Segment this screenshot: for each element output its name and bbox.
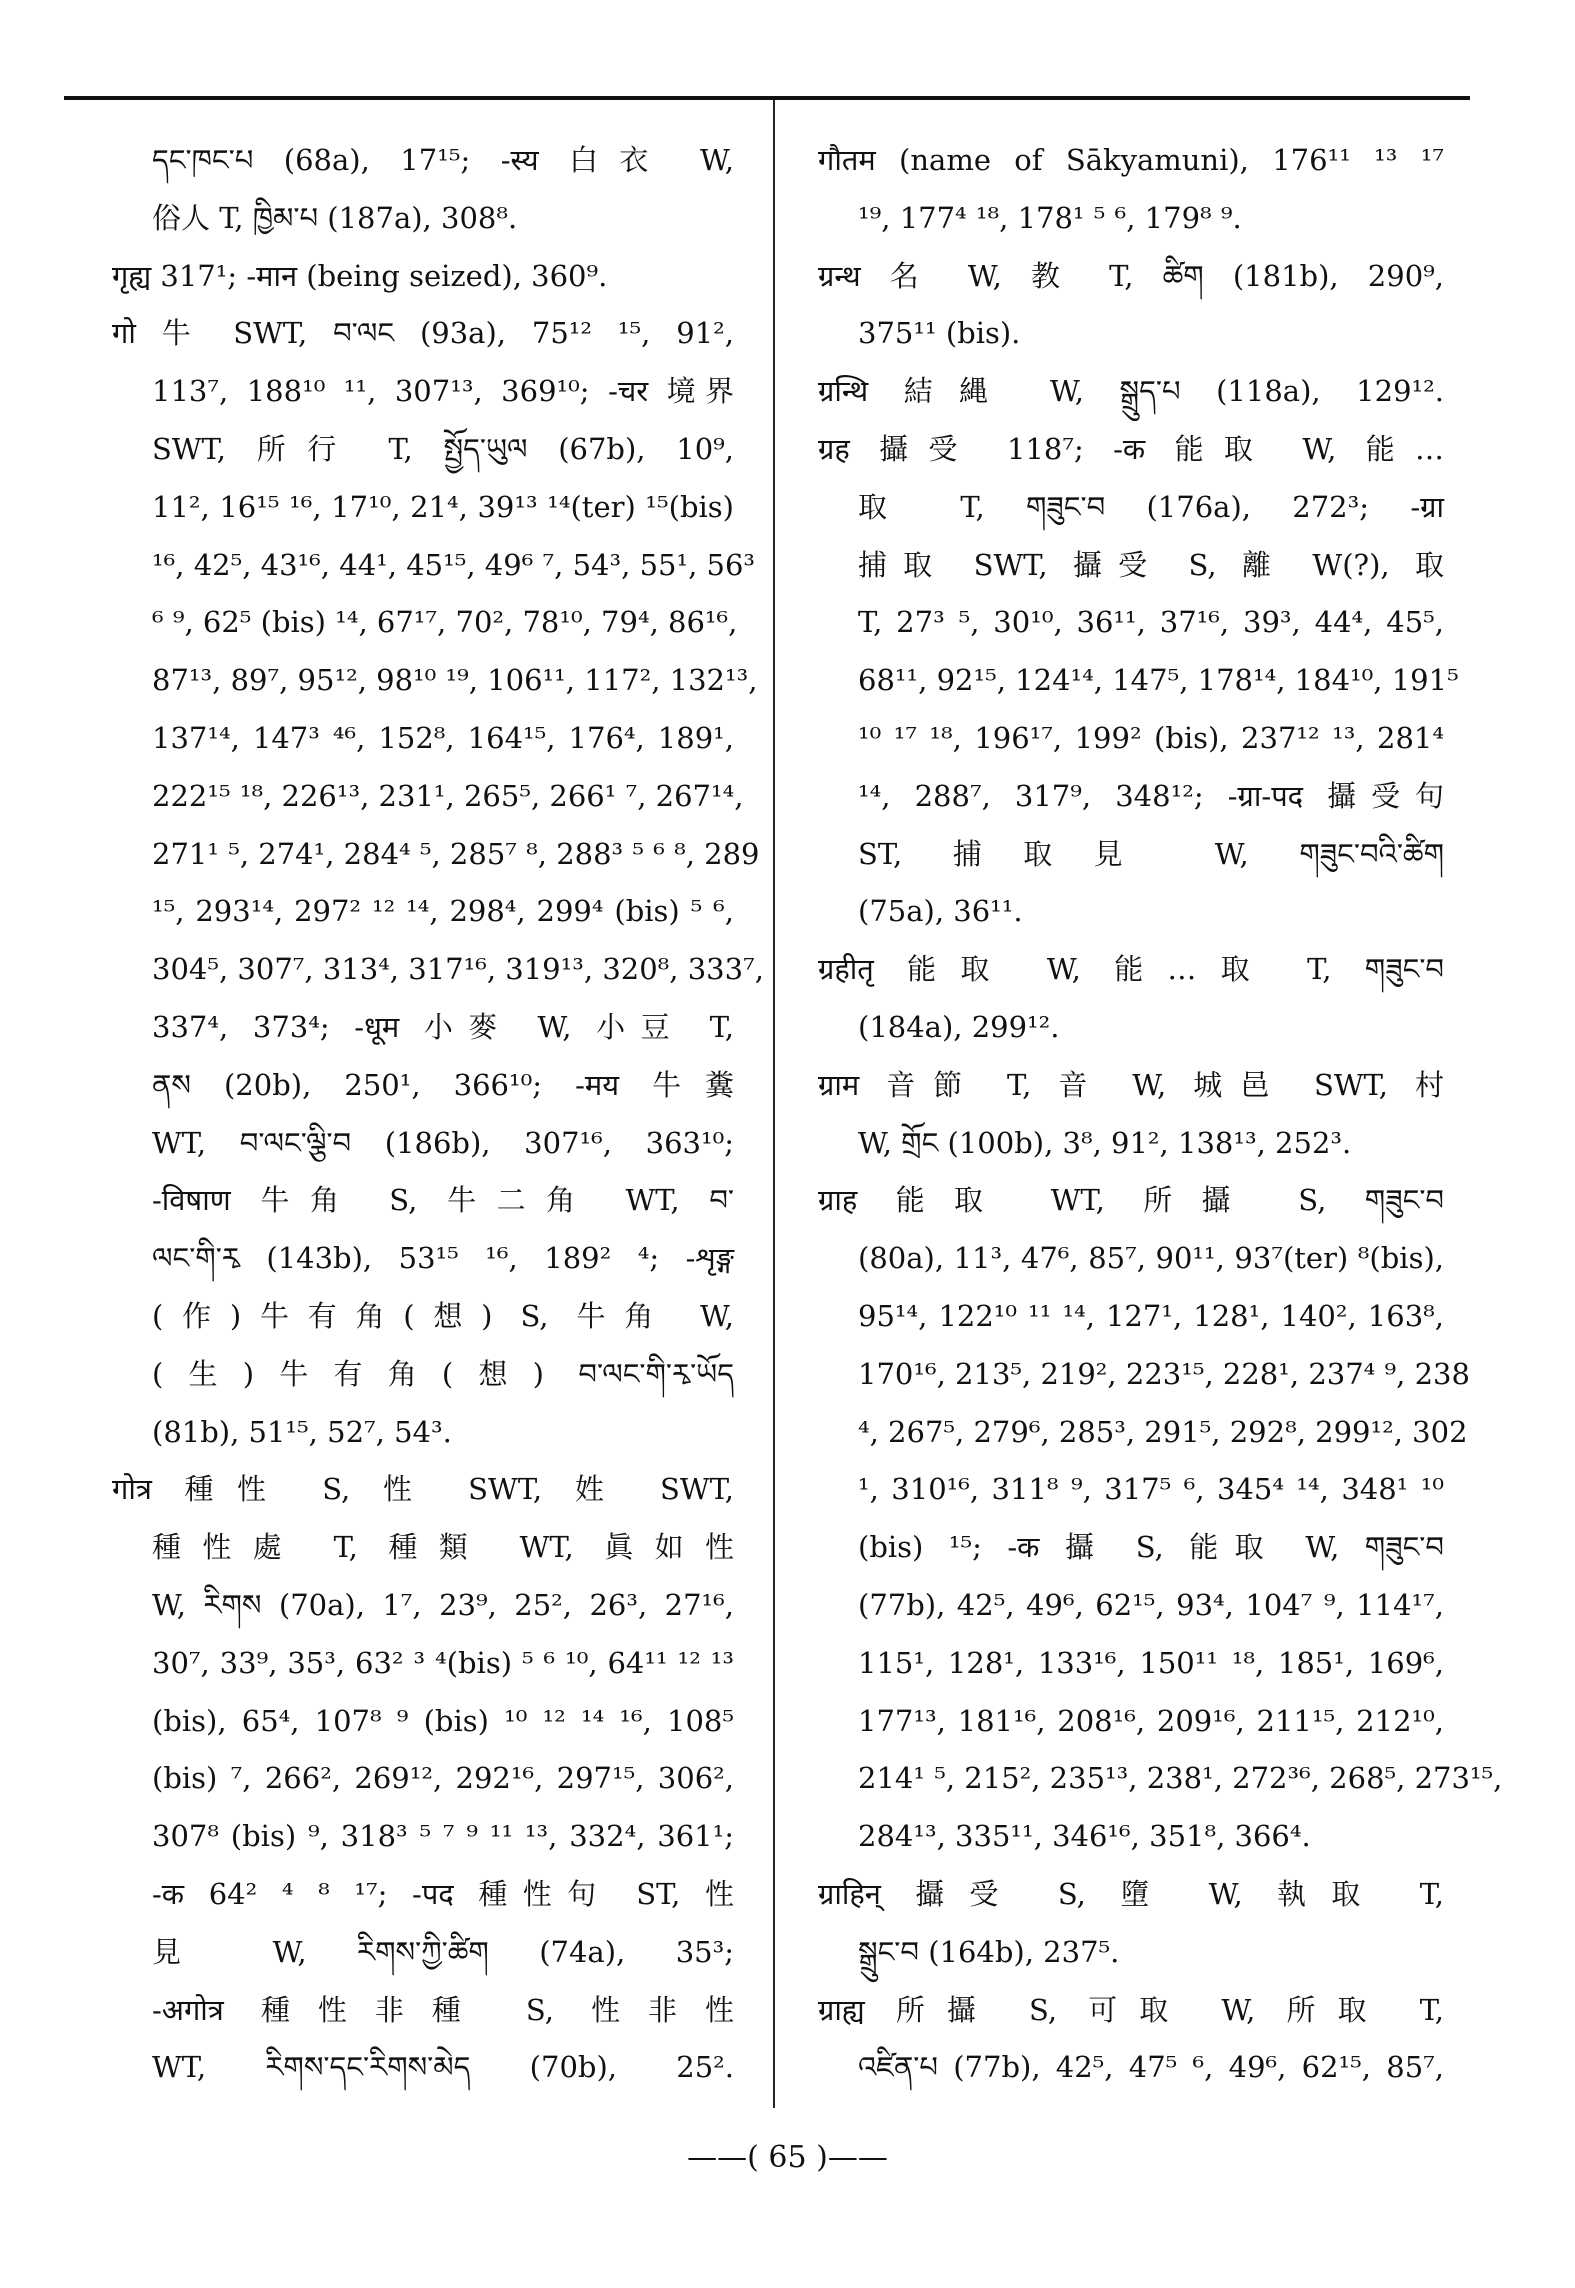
entry-line: 222¹⁵ ¹⁸, 226¹³, 231¹, 265⁵, 266¹ ⁷, 267¹⁴, xyxy=(152,778,744,813)
entry-line: (80a), 11³, 47⁶, 85⁷, 90¹¹, 93⁷(ter) ⁸(bis), xyxy=(858,1241,1444,1276)
entry-headword-line: गौतम (name of Sākyamuni), 176¹¹ ¹³ ¹⁷ xyxy=(818,143,1444,177)
entry-line: 170¹⁶, 213⁵, 219², 223¹⁵, 228¹, 237⁴ ⁹, 238 xyxy=(858,1356,1470,1391)
entry-line: WT, རིགས་དང་རིགས་མེད (70b), 25². xyxy=(152,2050,734,2085)
page-number: ——( 65 )—— xyxy=(687,2140,888,2175)
entry-line: 種性處 T, 種類 WT, 眞如性 xyxy=(152,1530,734,1565)
entry-line: WT, བ་ལང་ལྕི་བ (186b), 307¹⁶, 363¹⁰; xyxy=(152,1125,734,1160)
entry-line: དང་ཁང་པ (68a), 17¹⁵; -स्य 白衣 W, xyxy=(152,143,734,177)
entry-headword-line: ग्राम 音節 T, 音 W, 城邑 SWT, 村 xyxy=(818,1067,1444,1102)
entry-line: ST, 捕取見 W, གཟུང་བའི་ཚིག xyxy=(858,836,1444,871)
entry-line: ནས (20b), 250¹, 366¹⁰; -मय 牛糞 xyxy=(152,1067,734,1102)
entry-line: (75a), 36¹¹. xyxy=(858,894,1023,929)
entry-headword-line: ग्राह 能取 WT, 所攝 S, གཟུང་བ xyxy=(818,1183,1444,1218)
entry-headword-line: ग्रहीतृ 能取 W, 能…取 T, གཟུང་བ xyxy=(818,952,1444,987)
entry-headword-line: ग्रह 攝受 118⁷; -क 能取 W, 能… xyxy=(818,431,1444,466)
entry-headword-line: ग्रन्थ 名 W, 教 T, ཚིག (181b), 290⁹, xyxy=(818,258,1444,293)
entry-line: 375¹¹ (bis). xyxy=(858,316,1021,351)
entry-line: -विषाण 牛角 S, 牛二角 WT, བ་ xyxy=(152,1183,734,1218)
entry-line: (bis) ¹⁵; -क 攝 S, 能取 W, གཟུང་བ xyxy=(858,1530,1444,1565)
entry-line: སྒྲུང་བ (164b), 237⁵. xyxy=(858,1934,1120,1969)
right-column xyxy=(818,132,1503,2097)
entry-line: ¹⁵, 293¹⁴, 297² ¹² ¹⁴, 298⁴, 299⁴ (bis) ⁵ ⁶, xyxy=(152,894,734,929)
entry-line: ⁴, 267⁵, 279⁶, 285³, 291⁵, 292⁸, 299¹², 302 xyxy=(858,1414,1468,1449)
entry-line: ལང་གི་རྭ (143b), 53¹⁵ ¹⁶, 189² ⁴; -शृङ्ग xyxy=(152,1241,734,1276)
left-column xyxy=(112,132,764,2097)
entry-line: 87¹³, 89⁷, 95¹², 98¹⁰ ¹⁹, 106¹¹, 117², 132¹³, xyxy=(152,663,758,698)
entry-line: 115¹, 128¹, 133¹⁶, 150¹¹ ¹⁸, 185¹, 169⁶, xyxy=(858,1645,1444,1680)
entry-line: (77b), 42⁵, 49⁶, 62¹⁵, 93⁴, 104⁷ ⁹, 114¹⁷, xyxy=(858,1587,1444,1622)
entry-line: (bis), 65⁴, 107⁸ ⁹ (bis) ¹⁰ ¹² ¹⁴ ¹⁶, 108⁵ xyxy=(152,1703,734,1738)
entry-headword-line: गो 牛 SWT, བ་ལང (93a), 75¹² ¹⁵, 91², xyxy=(112,316,734,351)
entry-line: 捕取 SWT, 攝受 S, 離 W(?), 取 xyxy=(858,547,1444,582)
entry-line: 214¹ ⁵, 215², 235¹³, 238¹, 272³⁶, 268⁵, 273¹⁵, xyxy=(858,1761,1503,1796)
entry-line: -अगोत्र 種性非種 S, 性非性 xyxy=(152,1992,734,2027)
entry-line: 337⁴, 373⁴; -धूम 小麥 W, 小豆 T, xyxy=(152,1009,734,1044)
entry-line: ⁶ ⁹, 62⁵ (bis) ¹⁴, 67¹⁷, 70², 78¹⁰, 79⁴, 86¹⁶, xyxy=(152,605,738,640)
entry-line: T, 27³ ⁵, 30¹⁰, 36¹¹, 37¹⁶, 39³, 44⁴, 45⁵, xyxy=(858,605,1444,640)
entry-line: 95¹⁴, 122¹⁰ ¹¹ ¹⁴, 127¹, 128¹, 140², 163⁸, xyxy=(858,1298,1444,1333)
entry-line: W, གྲོང (100b), 3⁸, 91², 138¹³, 252³. xyxy=(858,1125,1352,1160)
entry-line: (81b), 51¹⁵, 52⁷, 54³. xyxy=(152,1414,452,1449)
entry-line: འཛིན་པ (77b), 42⁵, 47⁵ ⁶, 49⁶, 62¹⁵, 85⁷, xyxy=(858,2050,1444,2085)
entry-line: 見 W, རིགས་ཀྱི་ཚིག (74a), 35³; xyxy=(152,1934,734,1969)
entry-line: ¹, 310¹⁶, 311⁸ ⁹, 317⁵ ⁶, 345⁴ ¹⁴, 348¹ ¹⁰ xyxy=(858,1472,1444,1507)
entry-line: 取 T, གཟུང་བ (176a), 272³; -ग्रा xyxy=(858,489,1444,524)
entry-headword-line: ग्रन्थि 結縄 W, སྒྲུད་པ (118a), 129¹². xyxy=(818,374,1444,409)
entry-headword-line: गृह्य 317¹; -मान (being seized), 360⁹. xyxy=(112,258,608,293)
entry-line: W, རིགས (70a), 1⁷, 23⁹, 25², 26³, 27¹⁶, xyxy=(152,1587,734,1622)
column-divider xyxy=(773,100,775,2108)
entry-line: 307⁸ (bis) ⁹, 318³ ⁵ ⁷ ⁹ ¹¹ ¹³, 332⁴, 361¹; xyxy=(152,1819,734,1854)
entry-headword-line: ग्राह्य 所攝 S, 可取 W, 所取 T, xyxy=(818,1992,1444,2027)
entry-headword-line: गोत्र 種性 S, 性 SWT, 姓 SWT, xyxy=(112,1472,734,1507)
entry-line: ¹⁰ ¹⁷ ¹⁸, 196¹⁷, 199² (bis), 237¹² ¹³, 281⁴ xyxy=(858,720,1444,755)
entry-line: 137¹⁴, 147³ ⁴⁶, 152⁸, 164¹⁵, 176⁴, 189¹, xyxy=(152,720,734,755)
entry-line: (184a), 299¹². xyxy=(858,1009,1060,1044)
entry-line: ¹⁴, 288⁷, 317⁹, 348¹²; -ग्रा-पद 攝受句 xyxy=(858,778,1444,813)
entry-line: 11², 16¹⁵ ¹⁶, 17¹⁰, 21⁴, 39¹³ ¹⁴(ter) ¹⁵(bis) xyxy=(152,489,734,524)
entry-line: ¹⁶, 42⁵, 43¹⁶, 44¹, 45¹⁵, 49⁶ ⁷, 54³, 55¹, 56³ xyxy=(152,547,756,582)
entry-line: (生)牛有角(想) བ་ལང་གི་རྭ་ཡོད xyxy=(152,1356,734,1391)
entry-line: 68¹¹, 92¹⁵, 124¹⁴, 147⁵, 178¹⁴, 184¹⁰, 191⁵ xyxy=(858,663,1459,698)
entry-headword-line: ग्राहिन् 攝受 S, 墮 W, 執取 T, xyxy=(818,1876,1444,1911)
entry-line: 30⁷, 33⁹, 35³, 63² ³ ⁴(bis) ⁵ ⁶ ¹⁰, 64¹¹ ¹² ¹³ xyxy=(152,1645,734,1680)
entry-line: 271¹ ⁵, 274¹, 284⁴ ⁵, 285⁷ ⁸, 288³ ⁵ ⁶ ⁸, 289 xyxy=(152,836,760,871)
entry-line: (作)牛有角(想) S, 牛角 W, xyxy=(152,1298,734,1333)
entry-line: 113⁷, 188¹⁰ ¹¹, 307¹³, 369¹⁰; -चर 境界 xyxy=(152,374,734,409)
entry-line: 俗人 T, ཁྱིམ་པ (187a), 308⁸. xyxy=(152,200,518,235)
entry-line: 284¹³, 335¹¹, 346¹⁶, 351⁸, 366⁴. xyxy=(858,1819,1311,1854)
entry-line: -क 64² ⁴ ⁸ ¹⁷; -पद 種性句 ST, 性 xyxy=(152,1876,734,1911)
entry-line: SWT, 所行 T, སྤྱོད་ཡུལ (67b), 10⁹, xyxy=(152,431,734,466)
header-rule xyxy=(64,96,1470,100)
entry-line: ¹⁹, 177⁴ ¹⁸, 178¹ ⁵ ⁶, 179⁸ ⁹. xyxy=(858,200,1242,235)
entry-line: 177¹³, 181¹⁶, 208¹⁶, 209¹⁶, 211¹⁵, 212¹⁰, xyxy=(858,1703,1444,1738)
entry-line: (bis) ⁷, 266², 269¹², 292¹⁶, 297¹⁵, 306², xyxy=(152,1761,734,1796)
entry-line: 304⁵, 307⁷, 313⁴, 317¹⁶, 319¹³, 320⁸, 333⁷, xyxy=(152,952,764,987)
